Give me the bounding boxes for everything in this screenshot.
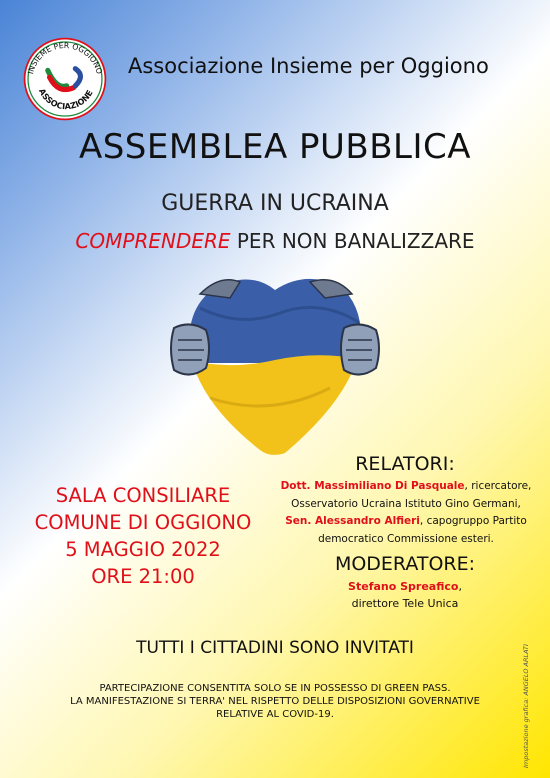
- venue-time: ORE 21:00: [91, 565, 195, 588]
- speakers-list: [262, 478, 550, 548]
- venue-date: 5 MAGGIO 2022: [65, 538, 221, 561]
- ukraine-flag-heart-icon: [160, 268, 390, 463]
- speakers-heading: RELATORI:: [355, 453, 455, 475]
- speaker-name: Sen. Alessandro Alfieri: [285, 515, 420, 527]
- event-tagline: [0, 229, 550, 253]
- venue-line: COMUNE DI OGGIONO: [34, 511, 252, 534]
- venue-info: [18, 482, 268, 590]
- speaker-role: , capogruppo Partito: [419, 515, 527, 527]
- footer-line: RELATIVE AL COVID-19.: [216, 709, 334, 720]
- speaker-line: [262, 513, 550, 531]
- moderator-role: direttore Tele Unica: [351, 597, 459, 610]
- logo-bottom-text: ASSOCIAZIONE: [36, 86, 95, 112]
- moderator-name: Stefano Spreafico: [348, 580, 459, 593]
- invitation-text: TUTTI I CITTADINI SONO INVITATI: [136, 638, 414, 658]
- logo-ring-text: INSIEME PER OGGIONO: [26, 40, 104, 76]
- speaker-line: [262, 478, 550, 496]
- footer-line: LA MANIFESTAZIONE SI TERRA' NEL RISPETTO DELLE DISPOSIZIONI GOVERNATIVE: [70, 696, 480, 707]
- organization-name: Associazione Insieme per Oggiono: [128, 54, 489, 78]
- moderator-info: [280, 578, 530, 612]
- moderator-heading: MODERATORE:: [334, 553, 476, 575]
- footer-line: PARTECIPAZIONE CONSENTITA SOLO SE IN POSSESSO DI GREEN PASS.: [99, 683, 451, 694]
- moderator-name-suffix: ,: [458, 580, 462, 593]
- moderator-line: [280, 578, 530, 595]
- graphic-credit: Impostazione grafica: ANGELO ARLATI: [522, 644, 530, 768]
- venue-line: SALA CONSILIARE: [55, 484, 231, 507]
- speaker-name: Dott. Massimiliano Di Pasquale: [280, 480, 465, 492]
- speaker-role-line: Osservatorio Ucraina Istituto Gino Germani,: [291, 497, 521, 510]
- tagline-rest: PER NON BANALIZZARE: [230, 229, 475, 253]
- event-subtitle: GUERRA IN UCRAINA: [161, 191, 389, 216]
- tagline-emphasis: COMPRENDERE: [75, 229, 231, 253]
- footer-notice: [60, 682, 490, 721]
- event-title: ASSEMBLEA PUBBLICA: [78, 127, 472, 167]
- speaker-role-line: democratico Commissione esteri.: [318, 532, 494, 545]
- association-logo-icon: [22, 36, 108, 122]
- speaker-role: , ricercatore,: [464, 480, 532, 492]
